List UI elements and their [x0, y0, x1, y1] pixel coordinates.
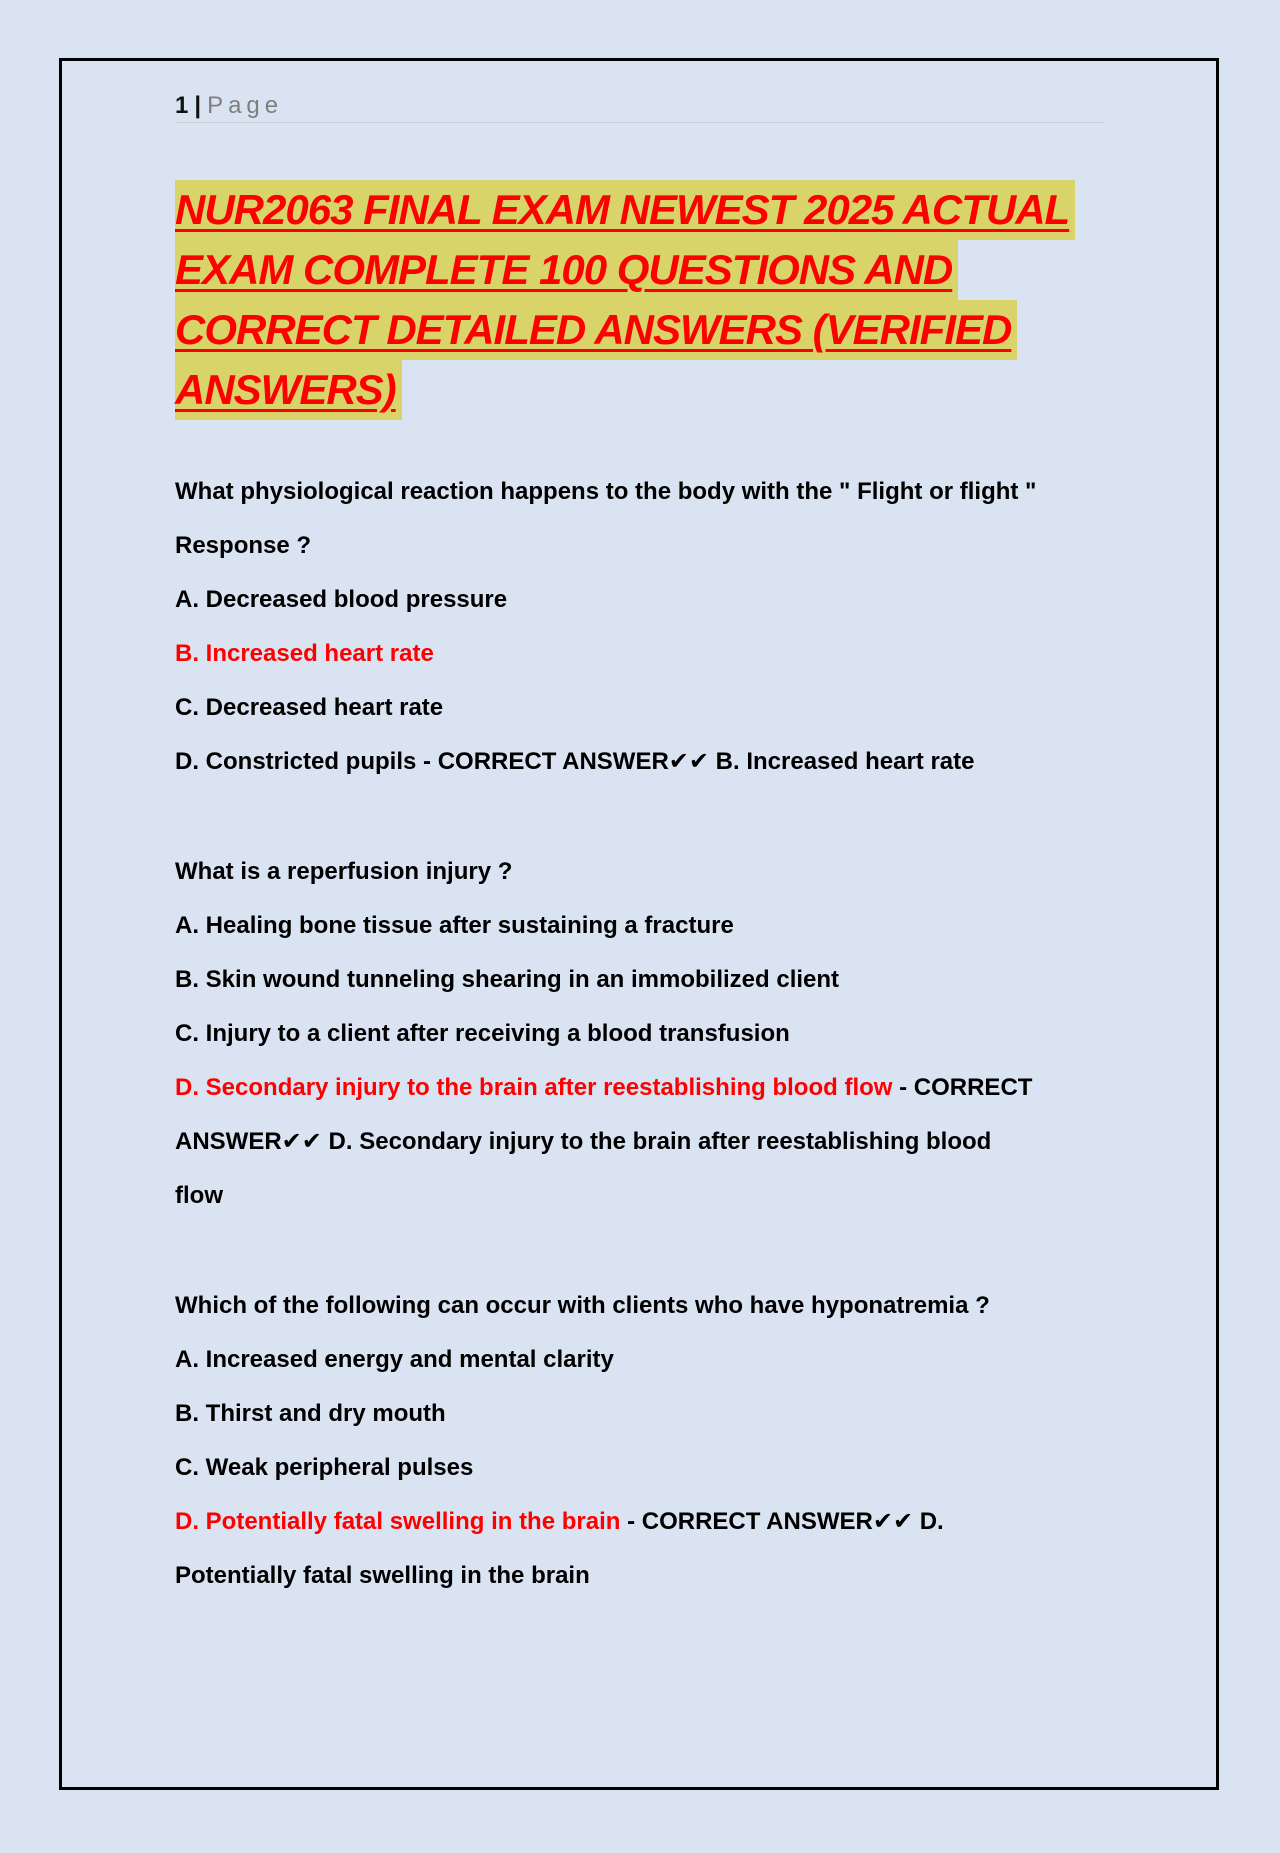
- title-line: NUR2063 FINAL EXAM NEWEST 2025 ACTUAL: [175, 180, 1075, 240]
- option-a: A. Healing bone tissue after sustaining a fracture: [175, 912, 734, 939]
- page-header: [175, 90, 1105, 123]
- option-d-correct: D. Potentially fatal swelling in the brain: [175, 1508, 621, 1535]
- spacer: [175, 1223, 1135, 1279]
- title-line: CORRECT DETAILED ANSWERS (VERIFIED: [175, 300, 1017, 360]
- option-d-correct: D. Secondary injury to the brain after reestablishing blood flow: [175, 1074, 893, 1101]
- question-text: Which of the following can occur with clients who have hyponatremia ?: [175, 1292, 990, 1319]
- option-b-correct: B. Increased heart rate: [175, 640, 434, 667]
- option-c: C. Weak peripheral pulses: [175, 1454, 474, 1481]
- option-d-answer-line: [175, 735, 1135, 789]
- title-line: ANSWERS): [175, 360, 402, 420]
- correct-answer-text: - CORRECT ANSWER✔✔ D.: [620, 1508, 944, 1535]
- option-d-answer-line: [175, 1495, 1135, 1549]
- question-block: [175, 1279, 1135, 1603]
- option-b: B. Thirst and dry mouth: [175, 1400, 446, 1427]
- question-block: [175, 465, 1135, 789]
- option-a: A. Decreased blood pressure: [175, 586, 508, 613]
- page-number: 1: [175, 92, 189, 119]
- correct-answer-text: ANSWER✔✔ D. Secondary injury to the brain after reestablishing blood: [175, 1128, 992, 1155]
- question-text: What is a reperfusion injury ?: [175, 858, 513, 885]
- option-a: A. Increased energy and mental clarity: [175, 1346, 614, 1373]
- correct-answer-text: - CORRECT ANSWER✔✔ B. Increased heart rate: [416, 748, 975, 775]
- document-title: [175, 180, 1135, 420]
- option-c: C. Decreased heart rate: [175, 694, 444, 721]
- option-b: B. Skin wound tunneling shearing in an immobilized client: [175, 966, 840, 993]
- option-c: C. Injury to a client after receiving a blood transfusion: [175, 1020, 790, 1047]
- question-block: [175, 845, 1135, 1223]
- option-d-answer-line: [175, 1061, 1135, 1115]
- correct-answer-text: Potentially fatal swelling in the brain: [175, 1562, 590, 1589]
- question-text: What physiological reaction happens to the body with the " Flight or flight ": [175, 478, 1037, 505]
- option-d: D. Constricted pupils: [175, 748, 417, 775]
- correct-answer-text: - CORRECT: [892, 1074, 1033, 1101]
- questions-content: [175, 465, 1135, 1603]
- question-text: Response ?: [175, 532, 312, 559]
- correct-answer-text: flow: [175, 1182, 223, 1209]
- page-label: Page: [207, 92, 284, 119]
- page-separator: |: [194, 92, 202, 119]
- title-line: EXAM COMPLETE 100 QUESTIONS AND: [175, 240, 958, 300]
- spacer: [175, 789, 1135, 845]
